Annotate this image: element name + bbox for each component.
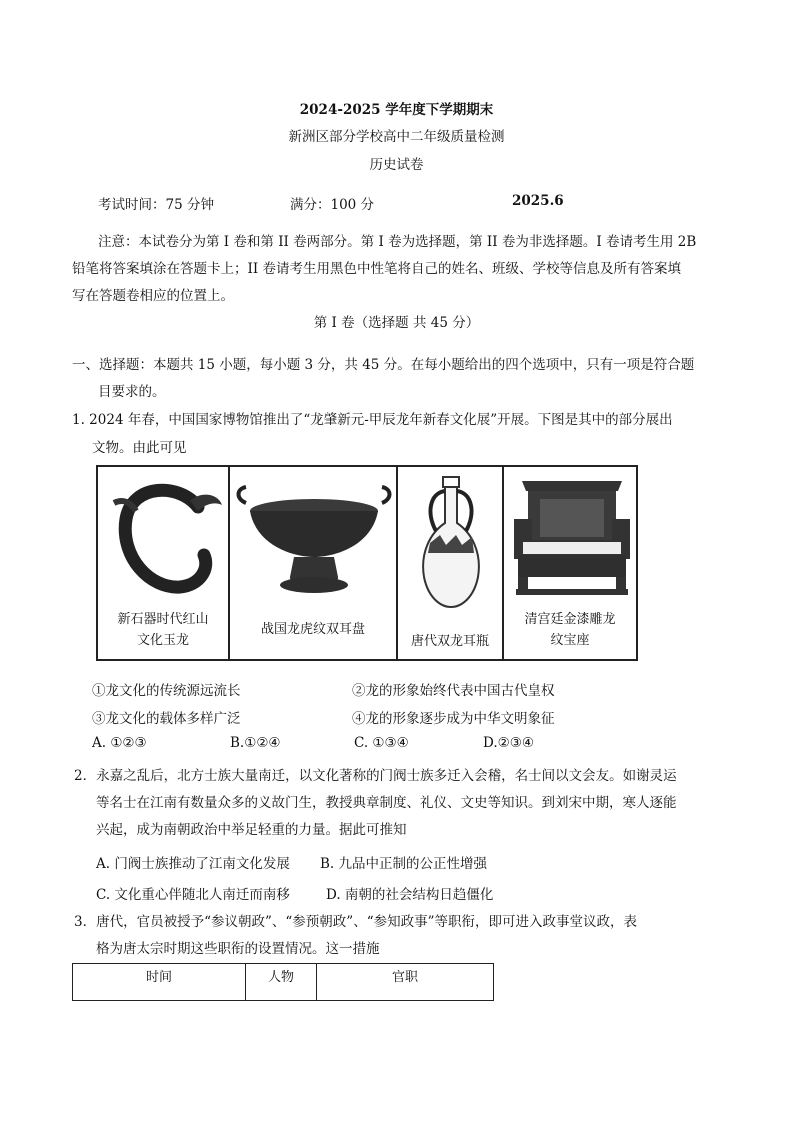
- exam-score: 满分：100 分: [290, 197, 375, 213]
- artifact-dragon-vase: [398, 467, 504, 659]
- artifact-bronze-plate: [230, 467, 398, 659]
- q3-stem-2: 格为唐太宗时期这些职衔的设置情况。这一措施: [96, 941, 380, 957]
- q2-option-b[interactable]: B. 九品中正制的公正性增强: [320, 856, 488, 872]
- q3-table-header-person: 人物: [246, 964, 317, 1000]
- caption-jade-dragon-2: 文化玉龙: [136, 633, 189, 648]
- q1-statement-1: ①龙文化的传统源远流长: [92, 683, 241, 699]
- exam-time: 考试时间：75 分钟: [98, 197, 214, 213]
- artifact-golden-throne: [504, 467, 636, 659]
- caption-golden-throne-2: 纹宝座: [550, 633, 590, 648]
- q1-statement-3: ③龙文化的载体多样广泛: [92, 711, 241, 727]
- notice-line-1: 注意：本试卷分为第 I 卷和第 II 卷两部分。第 I 卷为选择题，第 II 卷为非选择题。I 卷请考生用 2B: [98, 234, 697, 250]
- exam-title-school: 新洲区部分学校高中二年级质量检测: [288, 129, 505, 145]
- dragon-vase-image: [400, 473, 502, 623]
- jade-dragon-image: [100, 471, 228, 601]
- q1-option-d[interactable]: D.②③④: [483, 735, 534, 751]
- artifact-jade-dragon: [98, 467, 230, 659]
- q1-statement-2: ②龙的形象始终代表中国古代皇权: [352, 683, 555, 699]
- q3-table: [72, 963, 494, 1001]
- q2-option-d[interactable]: D. 南朝的社会结构日趋僵化: [326, 887, 494, 903]
- q1-option-a[interactable]: A. ①②③: [92, 735, 147, 751]
- q2-option-a[interactable]: A. 门阀士族推动了江南文化发展: [96, 856, 290, 872]
- golden-throne-image: [506, 471, 638, 599]
- caption-golden-throne-1: 清宫廷金漆雕龙: [524, 612, 616, 627]
- caption-dragon-vase: 唐代双龙耳瓶: [410, 634, 489, 649]
- part-one-instruction-1: 一、选择题：本题共 15 小题，每小题 3 分，共 45 分。在每小题给出的四个选项中，只有一项是符合题: [72, 357, 695, 373]
- artifact-figure: [96, 465, 638, 661]
- exam-title-year: 2024-2025 学年度下学期期末: [299, 102, 494, 118]
- notice-line-2: 铅笔将答案填涂在答题卡上；II 卷请考生用黑色中性笔将自己的姓名、班级、学校等信息及所有答案填: [72, 261, 681, 277]
- q1-statement-4: ④龙的形象逐步成为中华文明象征: [352, 711, 555, 727]
- q1-option-b[interactable]: B.①②④: [230, 735, 281, 751]
- caption-bronze-plate: 战国龙虎纹双耳盘: [260, 622, 365, 637]
- q1-option-c[interactable]: C. ①③④: [354, 735, 409, 751]
- bronze-plate-image: [232, 485, 396, 605]
- part-one-instruction-2: 目要求的。: [98, 384, 166, 400]
- q3-stem-1: 3．唐代，官员被授予“参议朝政”、“参预朝政”、“参知政事”等职衔，即可进入政事堂议政，表: [74, 914, 637, 930]
- section-title: 第 I 卷（选择题 共 45 分）: [313, 315, 480, 331]
- q2-option-c[interactable]: C. 文化重心伴随北人南迁而南移: [96, 887, 290, 903]
- q2-stem-3: 兴起，成为南朝政治中举足轻重的力量。据此可推知: [96, 822, 407, 838]
- q2-stem-1: 2．永嘉之乱后，北方士族大量南迁，以文化著称的门阀士族多迁入会稽，名士间以文会友。如谢灵运: [74, 768, 677, 784]
- notice-line-3: 写在答题卷相应的位置上。: [72, 288, 234, 304]
- q3-table-header-time: 时间: [73, 964, 246, 1000]
- q3-table-header-post: 官职: [391, 970, 418, 985]
- exam-title-subject: 历史试卷: [369, 157, 424, 173]
- q1-stem-2: 文物。由此可见: [92, 440, 187, 456]
- caption-jade-dragon-1: 新石器时代红山: [117, 612, 209, 627]
- exam-date: 2025.6: [512, 193, 564, 209]
- q2-stem-2: 等名士在江南有数量众多的义故门生，教授典章制度、礼仪、文史等知识。到刘宋中期，寒人逐能: [96, 795, 677, 811]
- q1-stem-1: 1. 2024 年春，中国国家博物馆推出了“龙肇新元-甲辰龙年新春文化展”开展。下图是其中的部分展出: [72, 412, 673, 428]
